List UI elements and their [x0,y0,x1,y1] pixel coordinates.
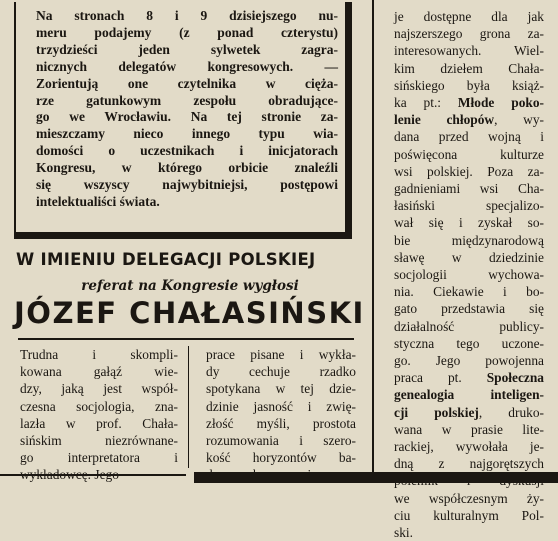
text-line: ski. [394,525,413,541]
text-line: kość horyzontów ba- [206,450,356,466]
text-line: genealogia inteligen- [394,387,544,403]
text-line: kowana gałąź wie- [20,364,178,380]
text-line: działalność publicy- [394,318,544,334]
text-line: Trudna i skompli- [20,347,178,362]
text-line: Zorientują one czytelnika w cięża- [36,75,338,91]
text-line: interesowanych. Wiel- [394,43,544,59]
text-line: sławę w dziedzinie [394,249,544,265]
text-line: sińskiego była książ- [394,77,544,93]
text-line: domości o uczestnikach i inicjatorach [36,143,338,159]
text-line: dzinie jasność i zwię- [206,398,356,414]
author-name-heading: JÓZEF CHAŁASIŃSKI [14,296,365,330]
text-line: łasiński specjalizo- [394,198,544,214]
article-column-1 [20,346,178,484]
text-line: ka pt.: Młode poko- [394,95,544,111]
text-line: bie międzynarodową [394,232,544,248]
text-line: socjologii wychowa- [394,267,544,283]
lead-paragraph [36,8,338,211]
text-line: wsi polskiej. Poza za- [394,163,544,179]
text-line: spotykana w tej dzie- [206,381,356,397]
text-line: ciu kulturalnym Pol- [394,507,544,523]
text-line: je dostępne dla jak [394,9,544,24]
text-line: go. Jego powojenna [394,353,544,369]
column-rule [188,346,189,468]
text-line: prace pisane i wykła- [206,347,356,362]
article-column-2 [206,346,356,484]
bottom-rule [0,474,186,476]
text-line: go interpretatora i [20,450,178,466]
text-line: dzy, jaką jest współ- [20,381,178,397]
text-line: czesna socjologia, zna- [20,398,178,414]
text-line: lenie chłopów, wy- [394,112,544,128]
text-line: styczna tego uczone- [394,335,544,351]
text-line: gato przedstawia się [394,301,544,317]
text-line: wana w prasie lite- [394,421,544,437]
text-line: gadnieniami wsi Cha- [394,181,544,197]
bottom-bar [194,472,558,483]
text-line: dy cechuje rzadko [206,364,356,380]
text-line: nicznych delegatów kongresowych. — [36,58,338,74]
text-line: kim dziełem Chała- [394,60,544,76]
section-heading: W IMIENIU DELEGACJI POLSKIEJ [16,250,316,269]
text-line: mieszczamy nieco innego typu wia- [36,126,338,142]
text-line: Kongresu, w którego orbicie znaleźli [36,160,338,176]
article-column-right [394,8,544,541]
heading-rule [18,338,354,340]
text-line: najszerszego grona za- [394,26,544,42]
text-line: Na stronach 8 i 9 dzisiejszego nu- [36,8,338,23]
text-line: intelektualiści świata. [36,193,160,209]
text-line: cji polskiej, druko- [394,404,544,420]
text-line: we współczesnym ży- [394,490,544,506]
text-line: wał się i zyskał so- [394,215,544,231]
text-line: dana przed wojną i [394,129,544,145]
text-line: sińskim niezrównane- [20,433,178,449]
text-line: nia. Ciekawie i bo- [394,284,544,300]
text-line: złość myśli, prostota [206,415,356,431]
text-line: się wszyscy najwybitniejsi, postępowi [36,177,338,193]
text-line: praca pt. Społeczna [394,370,544,386]
text-line: go we Wrocławiu. Na tej stronie za- [36,109,338,125]
text-line: rze gatunkowym zespołu obradujące- [36,92,338,108]
text-line: lazła w prof. Chała- [20,415,178,431]
column-rule [372,0,374,472]
text-line: rozumowania i szero- [206,433,356,449]
text-line: meru podajemy (z ponad czterystu) [36,24,338,40]
text-line: poświęcona kulturze [394,146,544,162]
text-line: rackiej, wywołała je- [394,439,544,455]
subtitle: referat na Kongresie wygłosi [81,278,299,294]
text-line: trzydzieści jeden sylwetek zagra- [36,41,338,57]
text-line: dną z najgorętszych [394,456,544,472]
